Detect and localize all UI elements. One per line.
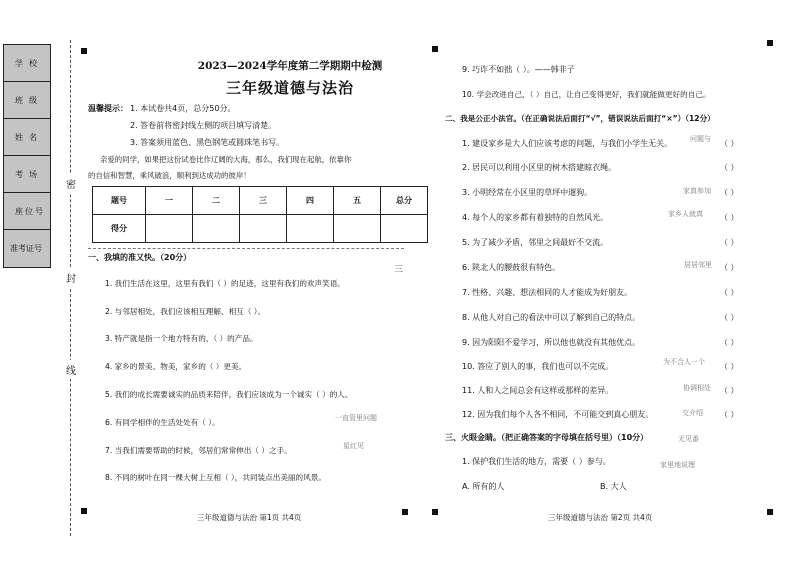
judgement-answer[interactable]: （ ） (720, 410, 739, 419)
info-label-school: 学校 (4, 45, 50, 82)
scan-smudge: 交介绍 (682, 409, 703, 417)
judgement-answer[interactable]: （ ） (720, 213, 739, 222)
fill-question-2: 2. 与邻居相处，我们应该相互理解、相互（ ）。 (105, 307, 266, 316)
section-1-title: 一、我填的准又快。（20分） (88, 253, 192, 262)
judgement-12: 12. 因为我们每个人各不相同，不可能交到真心朋友。 (462, 410, 654, 419)
score-header-cell: 三 (240, 187, 287, 215)
score-input-cell[interactable] (193, 215, 240, 243)
info-label-exam-room: 考场 (4, 156, 50, 193)
info-label-ticket: 准考证号 (4, 230, 50, 267)
score-table-header-row (93, 187, 428, 215)
scan-smudge: 居居邻里 (684, 261, 712, 269)
judgement-answer[interactable]: （ ） (720, 163, 739, 172)
judgement-7: 7. 性格、兴趣、想法相同的人才能成为好朋友。 (462, 288, 633, 297)
scan-smudge: 三 (394, 265, 404, 275)
student-info-strip (3, 44, 51, 268)
judgement-answer[interactable]: （ ） (720, 386, 739, 395)
judgement-answer[interactable]: （ ） (720, 188, 739, 197)
score-table (92, 186, 428, 243)
judgement-9: 9. 因为阳阳不爱学习，所以他也就没有其他优点。 (462, 338, 641, 347)
judgement-answer[interactable]: （ ） (720, 139, 739, 148)
scan-smudge: 协调相处 (683, 384, 711, 392)
score-header-cell: 五 (334, 187, 381, 215)
judgement-1: 1. 建设家乡是大人们应该考虑的问题，与我们小学生无关。 (462, 139, 673, 148)
judgement-answer[interactable]: （ ） (720, 288, 739, 297)
separator (88, 248, 404, 249)
exam-title: 2023—2024学年度第二学期期中检测 (197, 60, 383, 72)
fill-question-3: 3. 特产就是指一个地方特有的、（ ）的产品。 (105, 334, 258, 343)
score-header-cell: 总分 (381, 187, 428, 215)
judgement-answer[interactable]: （ ） (720, 313, 739, 322)
notice-3: 3. 答案须用蓝色、黑色钢笔或圆珠笔书写。 (130, 138, 285, 147)
registration-mark (81, 48, 87, 54)
judgement-5: 5. 为了减少矛盾，邻里之间最好不交流。 (462, 238, 609, 247)
choice-option-b: B. 大人 (600, 482, 627, 491)
info-label-class: 班级 (4, 82, 50, 119)
fill-question-4: 4. 家乡的景美、物美，家乡的（ ）更美。 (105, 362, 247, 371)
binding-label-seal: 密 (66, 174, 76, 193)
score-header-cell: 一 (146, 187, 193, 215)
judgement-8: 8. 从他人对自己的看法中可以了解到自己的特点。 (462, 313, 641, 322)
score-input-cell[interactable] (146, 215, 193, 243)
registration-mark (81, 508, 87, 514)
score-table-score-row (93, 215, 428, 243)
scan-smudge: 星红见 (343, 442, 364, 450)
score-input-cell[interactable] (381, 215, 428, 243)
score-header-cell: 题号 (93, 187, 146, 215)
choice-question-1: 1. 保护我们生活的地方，需要（ ）参与。 (462, 457, 611, 466)
fill-question-9: 9. 巧诈不如拙（ ）。——韩非子 (462, 65, 575, 74)
intro-line-1: 亲爱的同学，如果把这份试卷比作辽阔的大海，那么，我们现在起航，依靠你 (100, 155, 352, 164)
score-header-cell: 二 (193, 187, 240, 215)
score-header-cell: 四 (287, 187, 334, 215)
score-input-cell[interactable] (287, 215, 334, 243)
registration-mark (767, 509, 773, 515)
fill-question-5: 5. 我们的成长需要诚实的品质来陪伴，我们应该成为一个诚实（ ）的人。 (105, 390, 353, 399)
binding-label-line: 线 (66, 360, 76, 379)
scan-smudge: 为不合人一个 (663, 358, 705, 366)
scan-smudge: 无见番 (678, 435, 699, 443)
judgement-answer[interactable]: （ ） (720, 338, 739, 347)
judgement-3: 3. 小明经常在小区里的草坪中遛狗。 (462, 188, 593, 197)
judgement-11: 11. 人和人之间总会有这样或那样的差异。 (462, 386, 614, 395)
judgement-2: 2. 居民可以利用小区里的树木搭建晾衣绳。 (462, 163, 617, 172)
judgement-4: 4. 每个人的家乡都有着独特的自然风光。 (462, 213, 609, 222)
info-label-seat: 座位号 (4, 193, 50, 230)
score-input-cell[interactable] (240, 215, 287, 243)
scan-smudge: 家乡人就真 (668, 210, 703, 218)
exam-subject: 三年级道德与法治 (225, 79, 354, 97)
fill-question-6: 6. 有同学相伴的生活处处有（ ）。 (105, 418, 220, 427)
binding-label-close: 封 (66, 268, 76, 287)
registration-mark (402, 509, 408, 515)
registration-mark (767, 40, 773, 46)
scan-smudge: 家真参加 (683, 187, 711, 195)
section-3-title: 三、火眼金睛。（把正确答案的字母填在括号里）（10分） (445, 433, 649, 442)
page-footer-2: 三年级道德与法治 第2页 共4页 (548, 513, 653, 522)
fill-question-10: 10. 学会改进自己，（ ）自己，让自己变得更好，我们就能做更好的自己。 (462, 90, 711, 99)
scan-smudge: 问题与 (690, 135, 711, 143)
choice-option-a: A. 所有的人 (462, 482, 505, 491)
notice-label: 温馨提示： (88, 104, 128, 113)
notice-2: 2. 答卷前将密封线左侧的项目填写清楚。 (130, 121, 277, 130)
intro-line-2: 的自信和智慧，乘风破浪，顺利到达成功的彼岸！ (88, 171, 251, 180)
notice-1: 1. 本试卷共4页，总分50分。 (130, 104, 236, 113)
registration-mark (432, 46, 438, 52)
fill-question-8: 8. 不同的树叶在同一棵大树上互相（ ），共同装点出美丽的风景。 (105, 473, 326, 482)
score-row-label: 得分 (93, 215, 146, 243)
page-footer-1: 三年级道德与法治 第1页 共4页 (197, 513, 302, 522)
binding-dashed-line (70, 40, 71, 536)
judgement-6: 6. 陕北人的腰鼓很有特色。 (462, 263, 561, 272)
judgement-answer[interactable]: （ ） (720, 362, 739, 371)
score-input-cell[interactable] (334, 215, 381, 243)
registration-mark (432, 509, 438, 515)
judgement-answer[interactable]: （ ） (720, 263, 739, 272)
fill-question-1: 1. 我们生活在这里，这里有我们（ ）的足迹，这里有我们的欢声笑语。 (105, 279, 345, 288)
judgement-answer[interactable]: （ ） (720, 238, 739, 247)
scan-smudge: 一直管里问题 (335, 414, 377, 422)
info-label-name: 姓名 (4, 119, 50, 156)
fill-question-7: 7. 当我们需要帮助的时候，邻居们常常伸出（ ）之手。 (105, 446, 292, 455)
judgement-10: 10. 答应了别人的事，我们也可以不完成。 (462, 362, 614, 371)
scan-smudge: 家里地说理 (660, 461, 695, 469)
section-2-title: 二、我是公正小法官。（在正确说法后面打“√”，错误说法后面打“×”）（12分） (445, 114, 715, 123)
